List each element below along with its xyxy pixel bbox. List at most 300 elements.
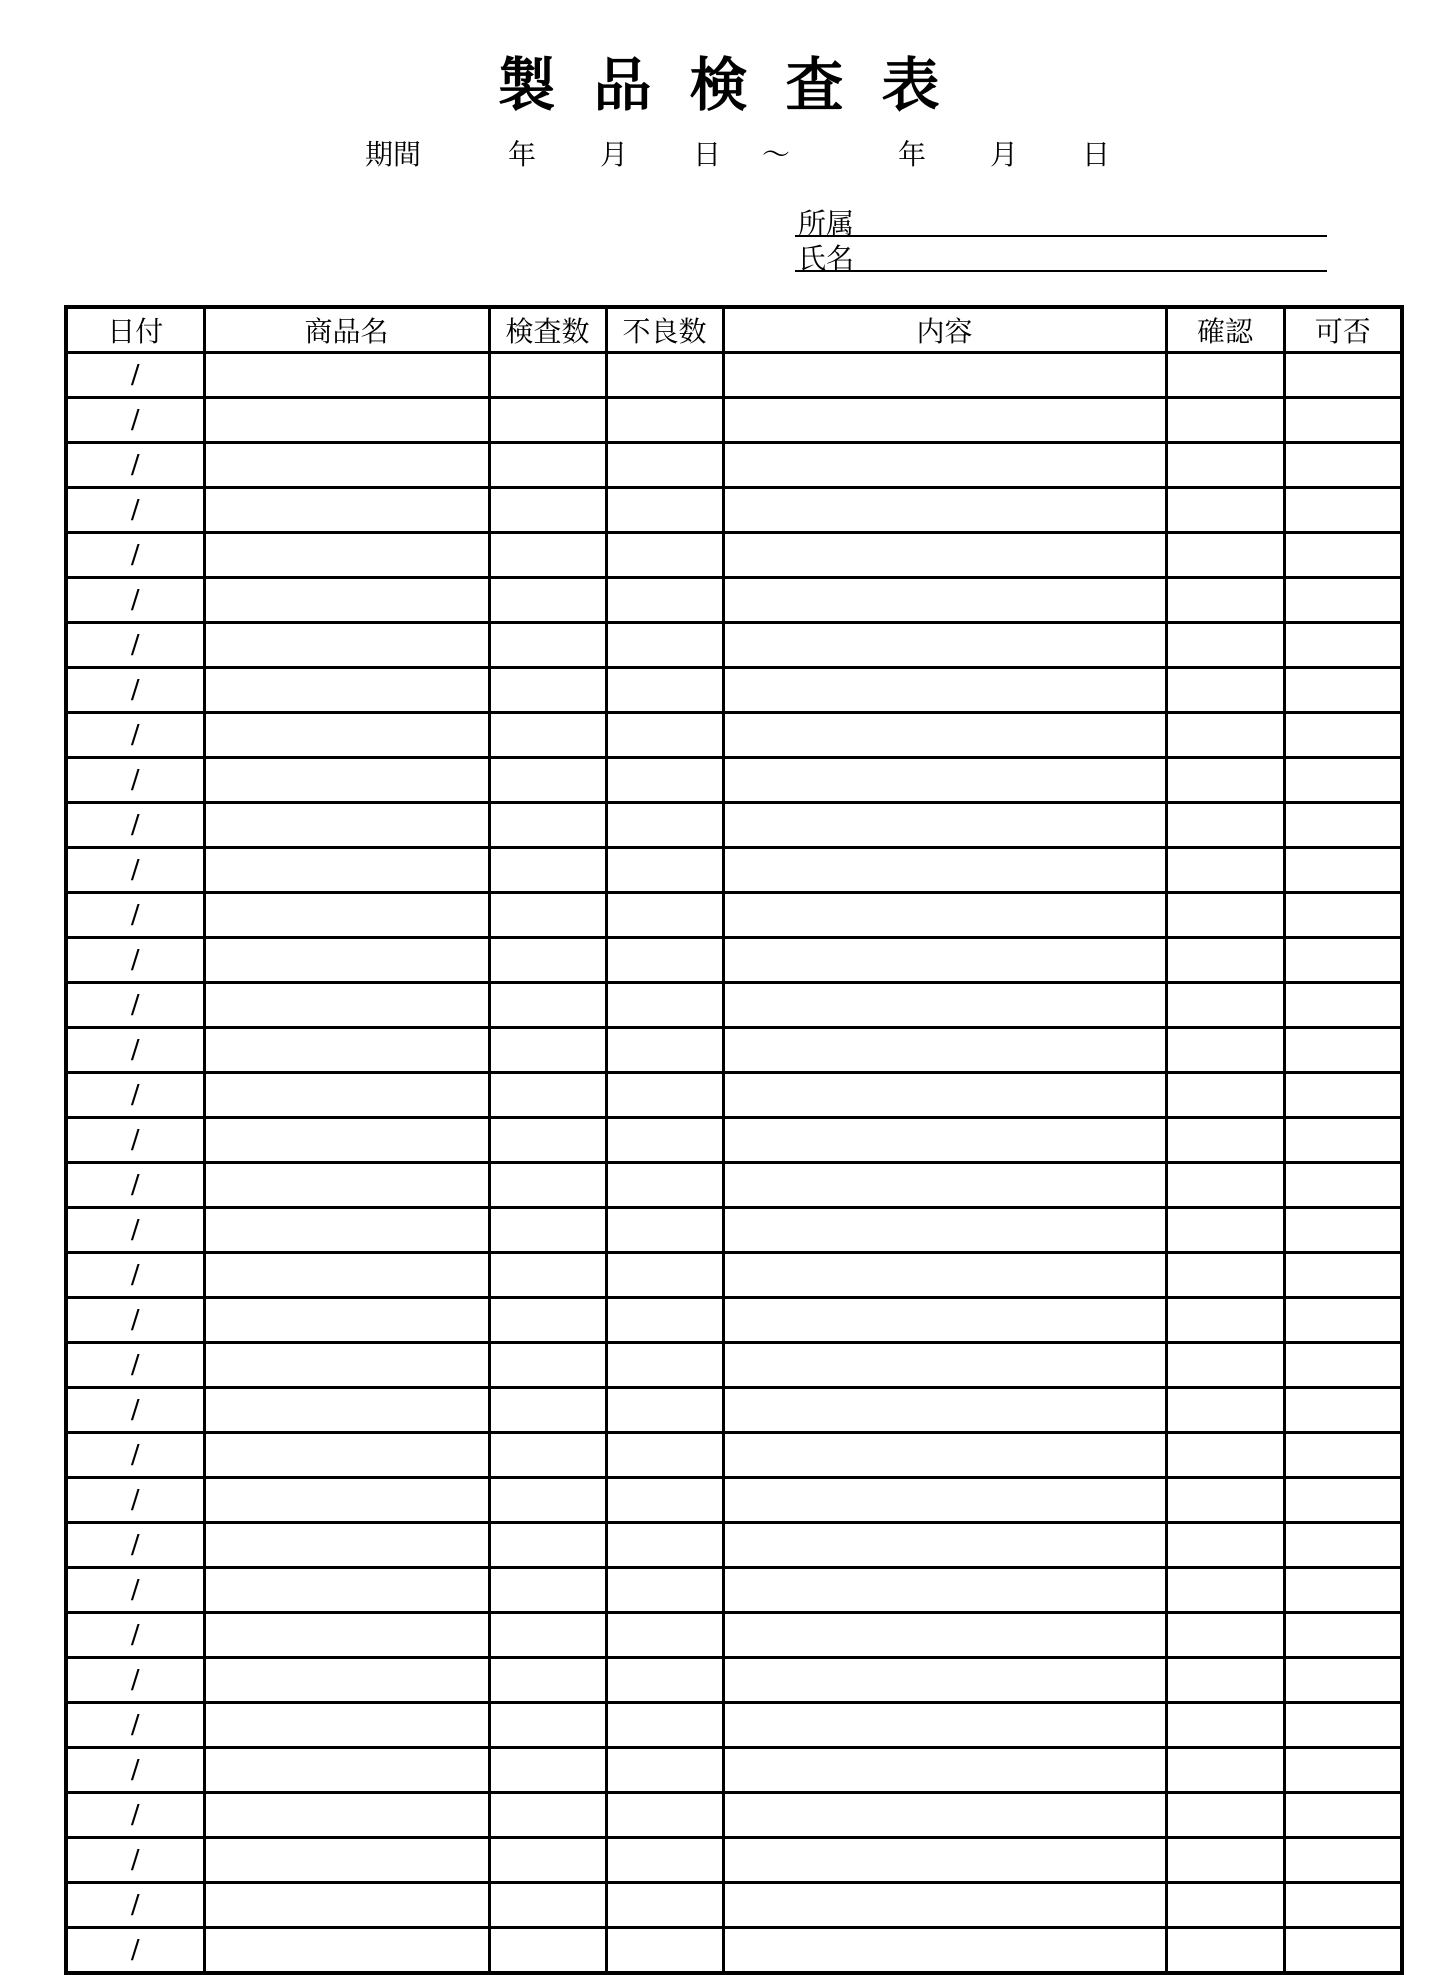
confirmation-cell[interactable] [1166, 443, 1284, 488]
inspected-count-cell[interactable] [489, 1118, 606, 1163]
product-name-cell[interactable] [204, 713, 489, 758]
table-row [66, 578, 1402, 623]
details-cell[interactable] [723, 938, 1166, 983]
product-name-cell[interactable] [204, 1028, 489, 1073]
date-cell[interactable]: / [66, 803, 204, 848]
date-cell[interactable]: / [66, 668, 204, 713]
details-cell[interactable] [723, 578, 1166, 623]
details-cell[interactable] [723, 1253, 1166, 1298]
product-name-cell[interactable] [204, 803, 489, 848]
date-cell[interactable]: / [66, 443, 204, 488]
table-row [66, 353, 1402, 398]
confirmation-cell[interactable] [1166, 1523, 1284, 1568]
inspected-count-cell[interactable] [489, 938, 606, 983]
date-cell[interactable]: / [66, 1028, 204, 1073]
pass-fail-cell[interactable] [1284, 1613, 1402, 1658]
table-row [66, 848, 1402, 893]
details-cell[interactable] [723, 1433, 1166, 1478]
defect-count-cell[interactable] [606, 398, 723, 443]
defect-count-cell[interactable] [606, 1388, 723, 1433]
inspected-count-cell[interactable] [489, 848, 606, 893]
name-label: 氏名 [798, 242, 855, 275]
pass-fail-cell[interactable] [1284, 1883, 1402, 1928]
pass-fail-cell[interactable] [1284, 983, 1402, 1028]
inspected-count-cell[interactable] [489, 1253, 606, 1298]
date-cell[interactable]: / [66, 1703, 204, 1748]
pass-fail-cell[interactable] [1284, 1568, 1402, 1613]
inspected-count-cell[interactable] [489, 1208, 606, 1253]
confirmation-cell[interactable] [1166, 1433, 1284, 1478]
product-name-cell[interactable] [204, 1658, 489, 1703]
table-row [66, 443, 1402, 488]
inspected-count-cell[interactable] [489, 353, 606, 398]
pass-fail-cell[interactable] [1284, 1073, 1402, 1118]
pass-fail-cell[interactable] [1284, 1478, 1402, 1523]
details-cell[interactable] [723, 1118, 1166, 1163]
details-cell[interactable] [723, 668, 1166, 713]
affiliation-field[interactable] [795, 205, 1327, 240]
date-cell[interactable]: / [66, 1118, 204, 1163]
pass-fail-cell[interactable] [1284, 1928, 1402, 1974]
table-row [66, 1883, 1402, 1928]
details-cell[interactable] [723, 1028, 1166, 1073]
details-cell[interactable] [723, 1613, 1166, 1658]
details-cell[interactable] [723, 1568, 1166, 1613]
details-cell[interactable] [723, 488, 1166, 533]
product-name-cell[interactable] [204, 1298, 489, 1343]
details-cell[interactable] [723, 803, 1166, 848]
table-row [66, 1703, 1402, 1748]
inspected-count-cell[interactable] [489, 803, 606, 848]
confirmation-cell[interactable] [1166, 1838, 1284, 1883]
defect-count-cell[interactable] [606, 1253, 723, 1298]
defect-count-cell[interactable] [606, 1568, 723, 1613]
product-name-cell[interactable] [204, 1388, 489, 1433]
confirmation-cell[interactable] [1166, 803, 1284, 848]
defect-count-cell[interactable] [606, 1613, 723, 1658]
date-cell[interactable]: / [66, 1658, 204, 1703]
confirmation-cell[interactable] [1166, 578, 1284, 623]
product-name-cell[interactable] [204, 1568, 489, 1613]
inspected-count-cell[interactable] [489, 398, 606, 443]
table-row [66, 893, 1402, 938]
defect-count-cell[interactable] [606, 623, 723, 668]
confirmation-cell[interactable] [1166, 893, 1284, 938]
date-cell[interactable]: / [66, 1793, 204, 1838]
confirmation-cell[interactable] [1166, 983, 1284, 1028]
defect-count-cell[interactable] [606, 488, 723, 533]
confirmation-cell[interactable] [1166, 1928, 1284, 1974]
table-row [66, 1028, 1402, 1073]
defect-count-cell[interactable] [606, 578, 723, 623]
table-row [66, 1253, 1402, 1298]
date-cell[interactable]: / [66, 848, 204, 893]
defect-count-cell[interactable] [606, 353, 723, 398]
details-cell[interactable] [723, 1928, 1166, 1974]
product-name-cell[interactable] [204, 1748, 489, 1793]
header-pass-fail: 可否 [1284, 307, 1402, 353]
date-cell[interactable]: / [66, 1478, 204, 1523]
details-cell[interactable] [723, 398, 1166, 443]
confirmation-cell[interactable] [1166, 758, 1284, 803]
defect-count-cell[interactable] [606, 1073, 723, 1118]
table-row [66, 398, 1402, 443]
confirmation-cell[interactable] [1166, 353, 1284, 398]
confirmation-cell[interactable] [1166, 488, 1284, 533]
product-name-cell[interactable] [204, 398, 489, 443]
confirmation-cell[interactable] [1166, 623, 1284, 668]
pass-fail-cell[interactable] [1284, 1343, 1402, 1388]
defect-count-cell[interactable] [606, 1433, 723, 1478]
table-row [66, 668, 1402, 713]
date-cell[interactable]: / [66, 488, 204, 533]
confirmation-cell[interactable] [1166, 398, 1284, 443]
confirmation-cell[interactable] [1166, 668, 1284, 713]
date-cell[interactable]: / [66, 353, 204, 398]
date-cell[interactable]: / [66, 713, 204, 758]
pass-fail-cell[interactable] [1284, 1028, 1402, 1073]
period-end-month: 月 [990, 138, 1019, 171]
details-cell[interactable] [723, 1703, 1166, 1748]
pass-fail-cell[interactable] [1284, 848, 1402, 893]
product-name-cell[interactable] [204, 1208, 489, 1253]
pass-fail-cell[interactable] [1284, 668, 1402, 713]
defect-count-cell[interactable] [606, 1028, 723, 1073]
pass-fail-cell[interactable] [1284, 1118, 1402, 1163]
inspected-count-cell[interactable] [489, 1343, 606, 1388]
details-cell[interactable] [723, 1478, 1166, 1523]
inspected-count-cell[interactable] [489, 758, 606, 803]
defect-count-cell[interactable] [606, 668, 723, 713]
defect-count-cell[interactable] [606, 1703, 723, 1748]
pass-fail-cell[interactable] [1284, 1433, 1402, 1478]
header-defect-count: 不良数 [606, 307, 723, 353]
defect-count-cell[interactable] [606, 1658, 723, 1703]
details-cell[interactable] [723, 1163, 1166, 1208]
details-cell[interactable] [723, 1793, 1166, 1838]
table-row [66, 533, 1402, 578]
defect-count-cell[interactable] [606, 983, 723, 1028]
table-row [66, 713, 1402, 758]
header-confirmation: 確認 [1166, 307, 1284, 353]
pass-fail-cell[interactable] [1284, 1523, 1402, 1568]
defect-count-cell[interactable] [606, 893, 723, 938]
product-name-cell[interactable] [204, 1613, 489, 1658]
product-name-cell[interactable] [204, 893, 489, 938]
product-name-cell[interactable] [204, 1478, 489, 1523]
table-row [66, 488, 1402, 533]
date-cell[interactable]: / [66, 1613, 204, 1658]
pass-fail-cell[interactable] [1284, 1748, 1402, 1793]
product-name-cell[interactable] [204, 1883, 489, 1928]
defect-count-cell[interactable] [606, 1793, 723, 1838]
confirmation-cell[interactable] [1166, 713, 1284, 758]
confirmation-cell[interactable] [1166, 1478, 1284, 1523]
table-row [66, 1073, 1402, 1118]
defect-count-cell[interactable] [606, 533, 723, 578]
date-cell[interactable]: / [66, 623, 204, 668]
product-name-cell[interactable] [204, 488, 489, 533]
pass-fail-cell[interactable] [1284, 1703, 1402, 1748]
defect-count-cell[interactable] [606, 1478, 723, 1523]
details-cell[interactable] [723, 623, 1166, 668]
date-cell[interactable]: / [66, 983, 204, 1028]
product-name-cell[interactable] [204, 668, 489, 713]
defect-count-cell[interactable] [606, 1118, 723, 1163]
date-cell[interactable]: / [66, 1298, 204, 1343]
defect-count-cell[interactable] [606, 1523, 723, 1568]
confirmation-cell[interactable] [1166, 1883, 1284, 1928]
date-cell[interactable]: / [66, 1343, 204, 1388]
product-name-cell[interactable] [204, 1118, 489, 1163]
product-name-cell[interactable] [204, 1073, 489, 1118]
pass-fail-cell[interactable] [1284, 398, 1402, 443]
table-row [66, 1118, 1402, 1163]
inspected-count-cell[interactable] [489, 1838, 606, 1883]
defect-count-cell[interactable] [606, 1298, 723, 1343]
confirmation-cell[interactable] [1166, 1253, 1284, 1298]
date-cell[interactable]: / [66, 533, 204, 578]
details-cell[interactable] [723, 1748, 1166, 1793]
inspected-count-cell[interactable] [489, 1928, 606, 1974]
table-row [66, 1163, 1402, 1208]
inspected-count-cell[interactable] [489, 893, 606, 938]
table-row [66, 1928, 1402, 1974]
confirmation-cell[interactable] [1166, 1163, 1284, 1208]
inspected-count-cell[interactable] [489, 488, 606, 533]
product-name-cell[interactable] [204, 983, 489, 1028]
inspected-count-cell[interactable] [489, 1028, 606, 1073]
date-cell[interactable]: / [66, 938, 204, 983]
confirmation-cell[interactable] [1166, 1208, 1284, 1253]
inspected-count-cell[interactable] [489, 1163, 606, 1208]
inspected-count-cell[interactable] [489, 443, 606, 488]
details-cell[interactable] [723, 758, 1166, 803]
defect-count-cell[interactable] [606, 938, 723, 983]
defect-count-cell[interactable] [606, 758, 723, 803]
product-name-cell[interactable] [204, 1433, 489, 1478]
confirmation-cell[interactable] [1166, 1748, 1284, 1793]
confirmation-cell[interactable] [1166, 1298, 1284, 1343]
product-name-cell[interactable] [204, 1928, 489, 1974]
date-cell[interactable]: / [66, 1838, 204, 1883]
defect-count-cell[interactable] [606, 803, 723, 848]
pass-fail-cell[interactable] [1284, 353, 1402, 398]
pass-fail-cell[interactable] [1284, 1253, 1402, 1298]
product-name-cell[interactable] [204, 1343, 489, 1388]
pass-fail-cell[interactable] [1284, 1388, 1402, 1433]
date-cell[interactable]: / [66, 1928, 204, 1974]
confirmation-cell[interactable] [1166, 1613, 1284, 1658]
defect-count-cell[interactable] [606, 1928, 723, 1974]
inspected-count-cell[interactable] [489, 983, 606, 1028]
confirmation-cell[interactable] [1166, 1118, 1284, 1163]
header-details: 内容 [723, 307, 1166, 353]
pass-fail-cell[interactable] [1284, 443, 1402, 488]
inspected-count-cell[interactable] [489, 1703, 606, 1748]
table-row [66, 1838, 1402, 1883]
inspected-count-cell[interactable] [489, 1433, 606, 1478]
defect-count-cell[interactable] [606, 1838, 723, 1883]
pass-fail-cell[interactable] [1284, 623, 1402, 668]
inspection-table [64, 305, 1404, 1975]
inspected-count-cell[interactable] [489, 1523, 606, 1568]
pass-fail-cell[interactable] [1284, 578, 1402, 623]
inspected-count-cell[interactable] [489, 1793, 606, 1838]
table-row [66, 1568, 1402, 1613]
date-cell[interactable]: / [66, 1568, 204, 1613]
product-name-cell[interactable] [204, 578, 489, 623]
product-name-cell[interactable] [204, 1793, 489, 1838]
product-name-cell[interactable] [204, 533, 489, 578]
page-title: 製品検査表 [497, 51, 978, 119]
product-name-cell[interactable] [204, 1163, 489, 1208]
product-name-cell[interactable] [204, 1253, 489, 1298]
confirmation-cell[interactable] [1166, 1703, 1284, 1748]
confirmation-cell[interactable] [1166, 533, 1284, 578]
pass-fail-cell[interactable] [1284, 533, 1402, 578]
details-cell[interactable] [723, 1208, 1166, 1253]
date-cell[interactable]: / [66, 1748, 204, 1793]
header-date: 日付 [66, 307, 204, 353]
inspected-count-cell[interactable] [489, 668, 606, 713]
table-row [66, 1433, 1402, 1478]
pass-fail-cell[interactable] [1284, 1298, 1402, 1343]
product-name-cell[interactable] [204, 623, 489, 668]
details-cell[interactable] [723, 1658, 1166, 1703]
table-row [66, 1523, 1402, 1568]
confirmation-cell[interactable] [1166, 938, 1284, 983]
pass-fail-cell[interactable] [1284, 1838, 1402, 1883]
date-cell[interactable]: / [66, 398, 204, 443]
details-cell[interactable] [723, 353, 1166, 398]
pass-fail-cell[interactable] [1284, 1163, 1402, 1208]
defect-count-cell[interactable] [606, 1163, 723, 1208]
pass-fail-cell[interactable] [1284, 1793, 1402, 1838]
confirmation-cell[interactable] [1166, 1028, 1284, 1073]
defect-count-cell[interactable] [606, 848, 723, 893]
details-cell[interactable] [723, 1883, 1166, 1928]
header-product-name: 商品名 [204, 307, 489, 353]
inspected-count-cell[interactable] [489, 1478, 606, 1523]
inspected-count-cell[interactable] [489, 1388, 606, 1433]
period-start-day: 日 [693, 138, 722, 171]
confirmation-cell[interactable] [1166, 1388, 1284, 1433]
details-cell[interactable] [723, 893, 1166, 938]
table-row [66, 623, 1402, 668]
details-cell[interactable] [723, 1343, 1166, 1388]
confirmation-cell[interactable] [1166, 1568, 1284, 1613]
defect-count-cell[interactable] [606, 1883, 723, 1928]
table-row [66, 758, 1402, 803]
details-cell[interactable] [723, 443, 1166, 488]
period-start-month: 月 [600, 138, 629, 171]
date-cell[interactable]: / [66, 1523, 204, 1568]
product-name-cell[interactable] [204, 1838, 489, 1883]
table-body [66, 353, 1402, 1974]
details-cell[interactable] [723, 533, 1166, 578]
inspected-count-cell[interactable] [489, 1613, 606, 1658]
confirmation-cell[interactable] [1166, 1073, 1284, 1118]
inspected-count-cell[interactable] [489, 533, 606, 578]
date-cell[interactable]: / [66, 1388, 204, 1433]
inspected-count-cell[interactable] [489, 578, 606, 623]
affiliation-label: 所属 [798, 207, 855, 240]
pass-fail-cell[interactable] [1284, 803, 1402, 848]
pass-fail-cell[interactable] [1284, 938, 1402, 983]
details-cell[interactable] [723, 1838, 1166, 1883]
details-cell[interactable] [723, 848, 1166, 893]
details-cell[interactable] [723, 1298, 1166, 1343]
pass-fail-cell[interactable] [1284, 713, 1402, 758]
inspected-count-cell[interactable] [489, 1883, 606, 1928]
defect-count-cell[interactable] [606, 713, 723, 758]
confirmation-cell[interactable] [1166, 1793, 1284, 1838]
details-cell[interactable] [723, 713, 1166, 758]
table-row [66, 1613, 1402, 1658]
pass-fail-cell[interactable] [1284, 488, 1402, 533]
date-cell[interactable]: / [66, 1208, 204, 1253]
defect-count-cell[interactable] [606, 1748, 723, 1793]
product-name-cell[interactable] [204, 1703, 489, 1748]
product-name-cell[interactable] [204, 848, 489, 893]
product-name-cell[interactable] [204, 353, 489, 398]
pass-fail-cell[interactable] [1284, 1658, 1402, 1703]
table-row [66, 1793, 1402, 1838]
inspected-count-cell[interactable] [489, 1568, 606, 1613]
details-cell[interactable] [723, 983, 1166, 1028]
date-cell[interactable]: / [66, 1433, 204, 1478]
product-name-cell[interactable] [204, 938, 489, 983]
table-row [66, 1748, 1402, 1793]
inspected-count-cell[interactable] [489, 713, 606, 758]
table-header-row [66, 307, 1402, 353]
pass-fail-cell[interactable] [1284, 758, 1402, 803]
defect-count-cell[interactable] [606, 443, 723, 488]
table-row [66, 1388, 1402, 1433]
details-cell[interactable] [723, 1073, 1166, 1118]
details-cell[interactable] [723, 1388, 1166, 1433]
date-cell[interactable]: / [66, 578, 204, 623]
inspected-count-cell[interactable] [489, 1748, 606, 1793]
inspected-count-cell[interactable] [489, 1658, 606, 1703]
date-cell[interactable]: / [66, 1253, 204, 1298]
inspected-count-cell[interactable] [489, 1073, 606, 1118]
date-cell[interactable]: / [66, 1163, 204, 1208]
date-cell[interactable]: / [66, 758, 204, 803]
date-cell[interactable]: / [66, 893, 204, 938]
table-row [66, 938, 1402, 983]
date-cell[interactable]: / [66, 1883, 204, 1928]
product-name-cell[interactable] [204, 758, 489, 803]
table-row [66, 1658, 1402, 1703]
confirmation-cell[interactable] [1166, 1343, 1284, 1388]
confirmation-cell[interactable] [1166, 1658, 1284, 1703]
confirmation-cell[interactable] [1166, 848, 1284, 893]
table-row [66, 983, 1402, 1028]
pass-fail-cell[interactable] [1284, 893, 1402, 938]
product-name-cell[interactable] [204, 1523, 489, 1568]
defect-count-cell[interactable] [606, 1208, 723, 1253]
defect-count-cell[interactable] [606, 1343, 723, 1388]
date-cell[interactable]: / [66, 1073, 204, 1118]
name-field[interactable] [795, 240, 1327, 275]
details-cell[interactable] [723, 1523, 1166, 1568]
pass-fail-cell[interactable] [1284, 1208, 1402, 1253]
inspected-count-cell[interactable] [489, 1298, 606, 1343]
inspected-count-cell[interactable] [489, 623, 606, 668]
product-name-cell[interactable] [204, 443, 489, 488]
